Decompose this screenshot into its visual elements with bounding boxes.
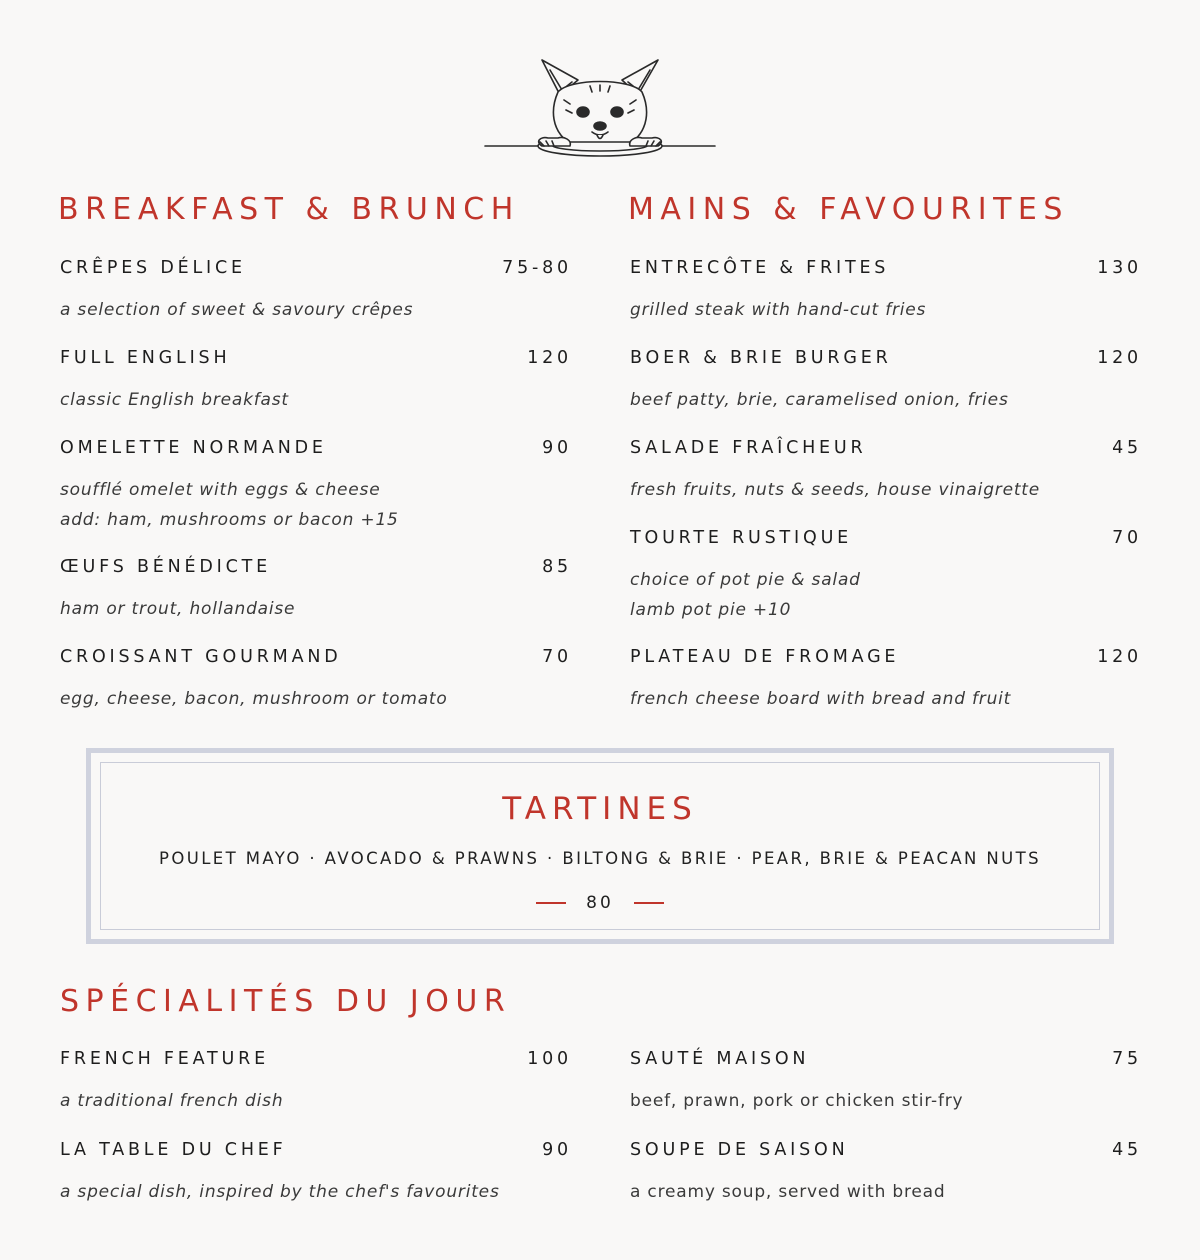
- item-description: [630, 475, 1040, 505]
- item-description: [630, 1086, 963, 1116]
- item-description-line: lamb pot pie +10: [630, 600, 792, 620]
- item-description-line: choice of pot pie & salad: [630, 570, 861, 590]
- item-description-line: egg, cheese, bacon, mushroom or tomato: [60, 689, 448, 709]
- item-description: [60, 1177, 500, 1207]
- item-description-line: french cheese board with bread and fruit: [630, 689, 1012, 709]
- item-price: 75: [1112, 1049, 1142, 1069]
- item-name: ENTRECÔTE & FRITES: [630, 258, 890, 278]
- item-description: [630, 385, 1009, 415]
- item-description: [60, 385, 289, 415]
- item-price: 130: [1097, 258, 1142, 278]
- item-name: FULL ENGLISH: [60, 348, 231, 368]
- item-price: 45: [1112, 1140, 1142, 1160]
- item-price: 85: [542, 557, 572, 577]
- item-description: [60, 295, 413, 325]
- item-name: OMELETTE NORMANDE: [60, 438, 327, 458]
- item-description-line: classic English breakfast: [60, 390, 289, 410]
- item-price: 70: [542, 647, 572, 667]
- item-description: [630, 1177, 945, 1207]
- item-description: [630, 295, 926, 325]
- tartines-title: TARTINES: [502, 791, 698, 827]
- item-price: 120: [1097, 348, 1142, 368]
- item-name: PLATEAU DE FROMAGE: [630, 647, 900, 667]
- item-price: 120: [527, 348, 572, 368]
- item-description: [60, 594, 295, 624]
- item-price: 70: [1112, 528, 1142, 548]
- item-description-line: fresh fruits, nuts & seeds, house vinaigrette: [630, 480, 1041, 500]
- item-description-line: a traditional french dish: [60, 1091, 284, 1111]
- item-description: [60, 475, 399, 535]
- item-price: 120: [1097, 647, 1142, 667]
- item-description: [630, 684, 1011, 714]
- item-price: 90: [542, 1140, 572, 1160]
- item-price: 100: [527, 1049, 572, 1069]
- tartines-price: 80: [586, 893, 614, 913]
- tartines-box: [86, 748, 1114, 944]
- mains-section-title: MAINS & FAVOURITES: [628, 192, 1069, 227]
- item-name: SAUTÉ MAISON: [630, 1049, 810, 1069]
- item-description-line: ham or trout, hollandaise: [60, 599, 296, 619]
- item-name: SOUPE DE SAISON: [630, 1140, 849, 1160]
- item-description-line: add: ham, mushrooms or bacon +15: [60, 510, 399, 530]
- item-description: [60, 684, 448, 714]
- item-name: LA TABLE DU CHEF: [60, 1140, 287, 1160]
- item-description-line: a special dish, inspired by the chef's favourites: [60, 1182, 500, 1202]
- item-description-line: soufflé omelet with eggs & cheese: [60, 480, 381, 500]
- item-description: [60, 1086, 283, 1116]
- item-price: 75-80: [502, 258, 572, 278]
- item-name: ŒUFS BÉNÉDICTE: [60, 557, 271, 577]
- left-dash-divider: [536, 902, 566, 904]
- dog-logo-icon: [480, 50, 720, 165]
- item-price: 45: [1112, 438, 1142, 458]
- item-name: CROISSANT GOURMAND: [60, 647, 342, 667]
- breakfast-section-title: BREAKFAST & BRUNCH: [58, 192, 520, 227]
- item-name: CRÊPES DÉLICE: [60, 258, 246, 278]
- item-description: [630, 565, 861, 625]
- specialites-section-title: SPÉCIALITÉS DU JOUR: [60, 984, 512, 1019]
- item-name: TOURTE RUSTIQUE: [630, 528, 853, 548]
- item-description-line: grilled steak with hand-cut fries: [630, 300, 927, 320]
- item-name: BOER & BRIE BURGER: [630, 348, 892, 368]
- tartines-options: POULET MAYO · AVOCADO & PRAWNS · BILTONG & BRIE · PEAR, BRIE & PEACAN NUTS: [158, 849, 1042, 868]
- tartines-price-row: [101, 893, 1099, 917]
- item-description-line: beef patty, brie, caramelised onion, fries: [630, 390, 1009, 410]
- tartines-inner-frame: [100, 762, 1100, 930]
- item-description-line: a selection of sweet & savoury crêpes: [60, 300, 414, 320]
- item-description-line: beef, prawn, pork or chicken stir-fry: [630, 1091, 964, 1111]
- item-name: SALADE FRAÎCHEUR: [630, 438, 867, 458]
- right-dash-divider: [634, 902, 664, 904]
- item-name: FRENCH FEATURE: [60, 1049, 269, 1069]
- item-description-line: a creamy soup, served with bread: [630, 1182, 946, 1202]
- item-price: 90: [542, 438, 572, 458]
